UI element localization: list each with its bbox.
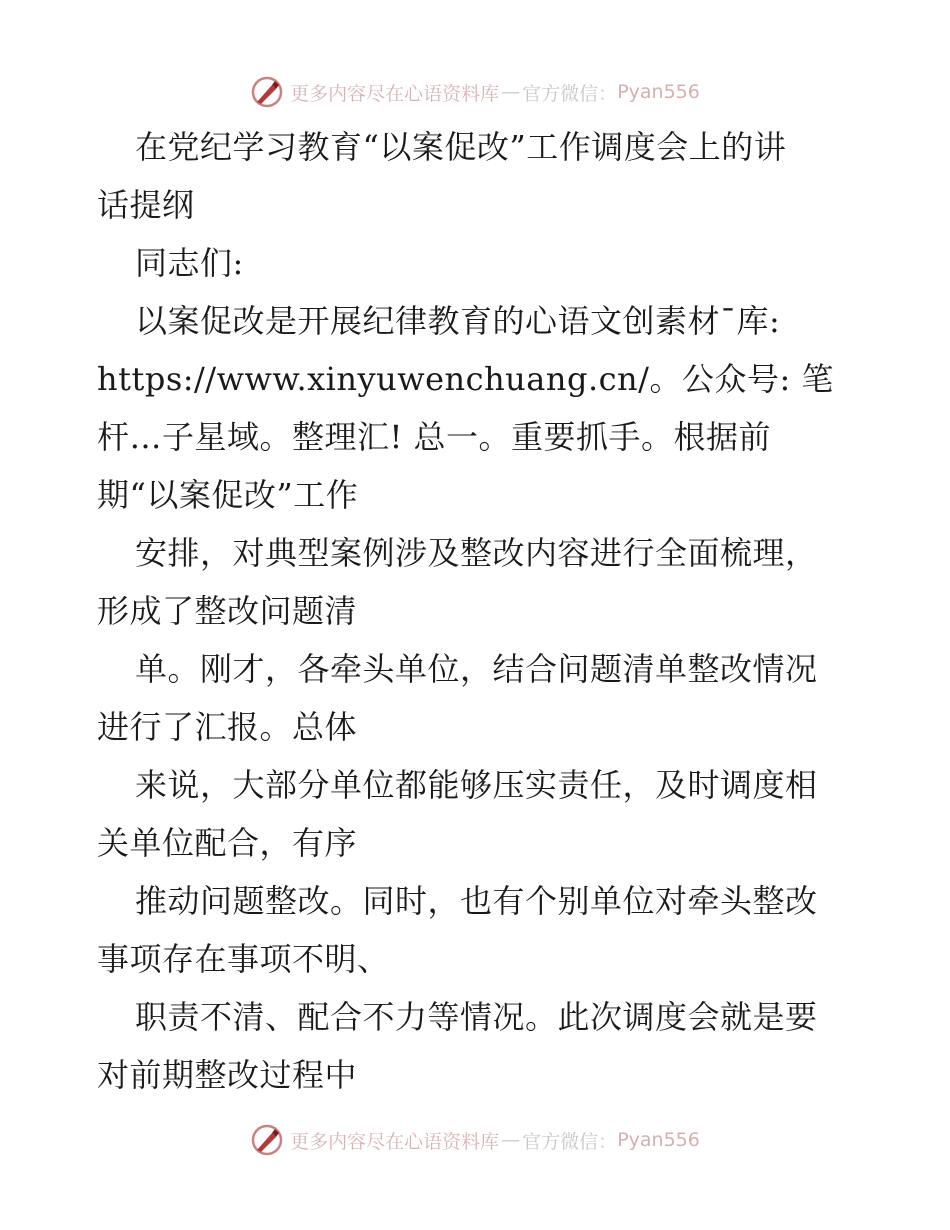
document-line: 期“以案促改”工作 bbox=[97, 476, 359, 514]
document-line: 以案促改是开展纪律教育的心语文创素材¯库: bbox=[135, 302, 781, 340]
document-line: 杆…子星域。整理汇! 总一。重要抓手。根据前 bbox=[97, 418, 772, 456]
banner-promo-text: 更多内容尽在心语资料库 bbox=[290, 1130, 500, 1153]
footer-banner bbox=[0, 1120, 950, 1160]
document-line: https://www.xinyuwenchuang.cn/。公众号: 笔 bbox=[97, 360, 834, 398]
pen-logo-icon bbox=[250, 1123, 284, 1157]
document-line: 事项存在事项不明、 bbox=[97, 940, 390, 978]
document-line: 推动问题整改。同时，也有个别单位对牵头整改 bbox=[135, 882, 818, 920]
header-banner bbox=[0, 72, 950, 112]
document-line: 对前期整改过程中 bbox=[97, 1056, 358, 1094]
banner-promo-text: 更多内容尽在心语资料库 bbox=[290, 82, 500, 105]
document-line: 在党纪学习教育“以案促改”工作调度会上的讲 bbox=[135, 128, 787, 166]
pen-logo-icon bbox=[250, 75, 284, 109]
document-body bbox=[97, 118, 857, 1104]
document-line: 安排，对典型案例涉及整改内容进行全面梳理， bbox=[135, 534, 818, 572]
banner-wechat-id: Pyan556 bbox=[617, 1129, 700, 1151]
banner-contact-label: 官方微信： bbox=[522, 1130, 618, 1153]
document-line: 单。刚才，各牵头单位，结合问题清单整改情况 bbox=[135, 650, 818, 688]
document-line: 话提纲 bbox=[97, 186, 195, 224]
banner-contact-label: 官方微信： bbox=[522, 82, 618, 105]
document-line: 形成了整改问题清 bbox=[97, 592, 358, 630]
banner-wechat-id: Pyan556 bbox=[617, 81, 700, 103]
document-line: 同志们: bbox=[135, 244, 244, 282]
document-line: 来说，大部分单位都能够压实责任，及时调度相 bbox=[135, 766, 818, 804]
banner-separator: — bbox=[501, 1129, 521, 1151]
document-line: 职责不清、配合不力等情况。此次调度会就是要 bbox=[135, 998, 818, 1036]
banner-separator: — bbox=[501, 81, 521, 103]
document-line: 进行了汇报。总体 bbox=[97, 708, 358, 746]
document-line: 关单位配合，有序 bbox=[97, 824, 358, 862]
